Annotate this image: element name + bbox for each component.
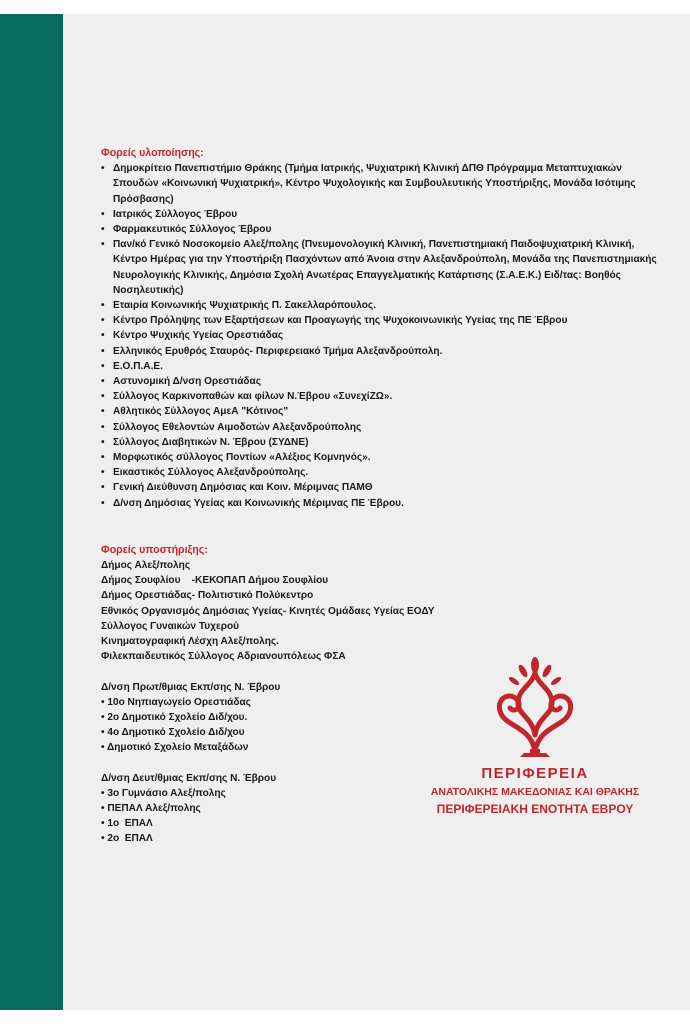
implementation-list	[101, 161, 661, 511]
support-item: Δήμος Αλεξ/πολης	[101, 560, 191, 572]
list-item: • 10ο Νηπιαγωγείο Ορεστιάδας	[101, 695, 661, 710]
region-emblem-icon	[490, 655, 580, 759]
list-item: • Παν/κό Γενικό Νοσοκομείο Αλεξ/πολης (Πνευμονολογική Κλινική, Πανεπιστημιακή Παιδοψυχιατρική Κλινική, Κέντρο Ημέρας για την Υποστήριξη Πασχόντων από Άνοια στην Αλεξανδρούπολη, Μονάδα της Πανεπιστημιακής Νευρολογικής Κλινικής, Δημόσια Σχολή Ανωτέρας Επαγγελματικής Κατάρτισης (Σ.Α.Ε.Κ.) Ειδ/τας: Βοηθός Νοσηλευτικής)	[101, 237, 661, 298]
list-item: • Φαρμακευτικός Σύλλογος Έβρου	[101, 222, 661, 237]
list-item: • Γενική Διεύθυνση Δημόσιας και Κοιν. Μέριμνας ΠΑΜΘ	[101, 480, 661, 495]
list-item: • Δημοτικό Σχολείο Μεταξάδων	[101, 740, 661, 755]
list-item: • Μορφωτικός σύλλογος Ποντίων «Αλέξιος Κομνηνός».	[101, 450, 661, 465]
list-item: • Ε.Ο.Π.Α.Ε.	[101, 359, 661, 374]
list-item: • Σύλλογος Εθελοντών Αιμοδοτών Αλεξανδρούπολης	[101, 420, 661, 435]
list-item: • Σύλλογος Καρκινοπαθών και φίλων Ν.Έβρου «ΣυνεχίΖΩ».	[101, 389, 661, 404]
list-item: • Ελληνικός Ερυθρός Σταυρός- Περιφερειακό Τμήμα Αλεξανδρούπολη.	[101, 344, 661, 359]
support-title: Φορείς υποστήριξης:	[101, 543, 208, 556]
list-item: • 1ο ΕΠΑΛ	[101, 816, 661, 831]
list-item: • Κέντρο Πρόληψης των Εξαρτήσεων και Προαγωγής της Ψυχοκοινωνικής Υγείας της ΠΕ Έβρου	[101, 313, 661, 328]
support-item: Φιλεκπαιδευτικός Σύλλογος Αδριανουπόλεως ΦΣΑ	[101, 651, 346, 663]
list-item: • 3ο Γυμνάσιο Αλεξ/πολης	[101, 786, 661, 801]
logo-unit: ΠΕΡΙΦΕΡΕΙΑΚΗ ΕΝΟΤΗΤΑ ΕΒΡΟΥ	[436, 802, 634, 816]
list-item: • ΠΕΠΑΛ Αλεξ/πολης	[101, 801, 661, 816]
secondary-education-title: Δ/νση Δευτ/θμιας Εκπ/σης Ν. Έβρου	[101, 772, 277, 784]
list-item: • Αθλητικός Σύλλογος ΑμεΑ "Κότινος"	[101, 404, 661, 419]
list-item: • Δ/νση Δημόσιας Υγείας και Κοινωνικής Μέριμνας ΠΕ Έβρου.	[101, 496, 661, 511]
list-item: • Σύλλογος Διαβητικών Ν. Έβρου (ΣΥΔΝΕ)	[101, 435, 661, 450]
implementation-title: Φορείς υλοποίησης:	[101, 147, 204, 159]
list-item: • 2ο ΕΠΑΛ	[101, 831, 661, 846]
logo-subtitle: ΑΝΑΤΟΛΙΚΗΣ ΜΑΚΕΔΟΝΙΑΣ ΚΑΙ ΘΡΑΚΗΣ	[430, 786, 640, 798]
list-item: • 2ο Δημοτικό Σχολείο Διδ/χου.	[101, 710, 661, 725]
list-item: • Εταιρία Κοινωνικής Ψυχιατρικής Π. Σακελλαρόπουλος.	[101, 298, 661, 313]
list-item: • Εικαστικός Σύλλογος Αλεξανδρούπολης.	[101, 465, 661, 480]
list-item: • Δημοκρίτειο Πανεπιστήμιο Θράκης (Τμήμα Ιατρικής, Ψυχιατρική Κλινική ΔΠΘ Πρόγραμμα Μεταπτυχιακών Σπουδών «Κοινωνική Ψυχιατρική», Κέντρο Ψυχολογικής και Συμβουλευτικής Υποστήριξης, Μονάδα Ισότιμης Πρόσβασης)	[101, 161, 661, 207]
list-item: • Ιατρικός Σύλλογος Έβρου	[101, 207, 661, 222]
logo-title: ΠΕΡΙΦΕΡΕΙΑ	[481, 765, 589, 782]
list-item: • 4ο Δημοτικό Σχολείο Διδ/χου	[101, 725, 661, 740]
primary-education-title: Δ/νση Πρωτ/θμιας Εκπ/σης Ν. Έβρου	[101, 681, 281, 693]
support-item: Δήμος Σουφλίου -ΚΕΚΟΠΑΠ Δήμου Σουφλίου	[101, 575, 329, 587]
side-band	[0, 14, 63, 1010]
support-item: Κινηματογραφική Λέσχη Αλεξ/πολης.	[101, 636, 279, 648]
support-item: Εθνικός Οργανισμός Δημόσιας Υγείας- Κινητές Ομάδαες Υγείας ΕΟΔΥ	[101, 605, 435, 617]
support-item: Δήμος Ορεστιάδας- Πολιτιστικό Πολύκεντρο	[101, 590, 314, 602]
support-item: Σύλλογος Γυναικών Τυχερού	[101, 620, 240, 632]
list-item: • Αστυνομική Δ/νση Ορεστιάδας	[101, 374, 661, 389]
list-item: • Κέντρο Ψυχικής Υγείας Ορεστιάδας	[101, 328, 661, 343]
region-logo	[410, 655, 660, 825]
